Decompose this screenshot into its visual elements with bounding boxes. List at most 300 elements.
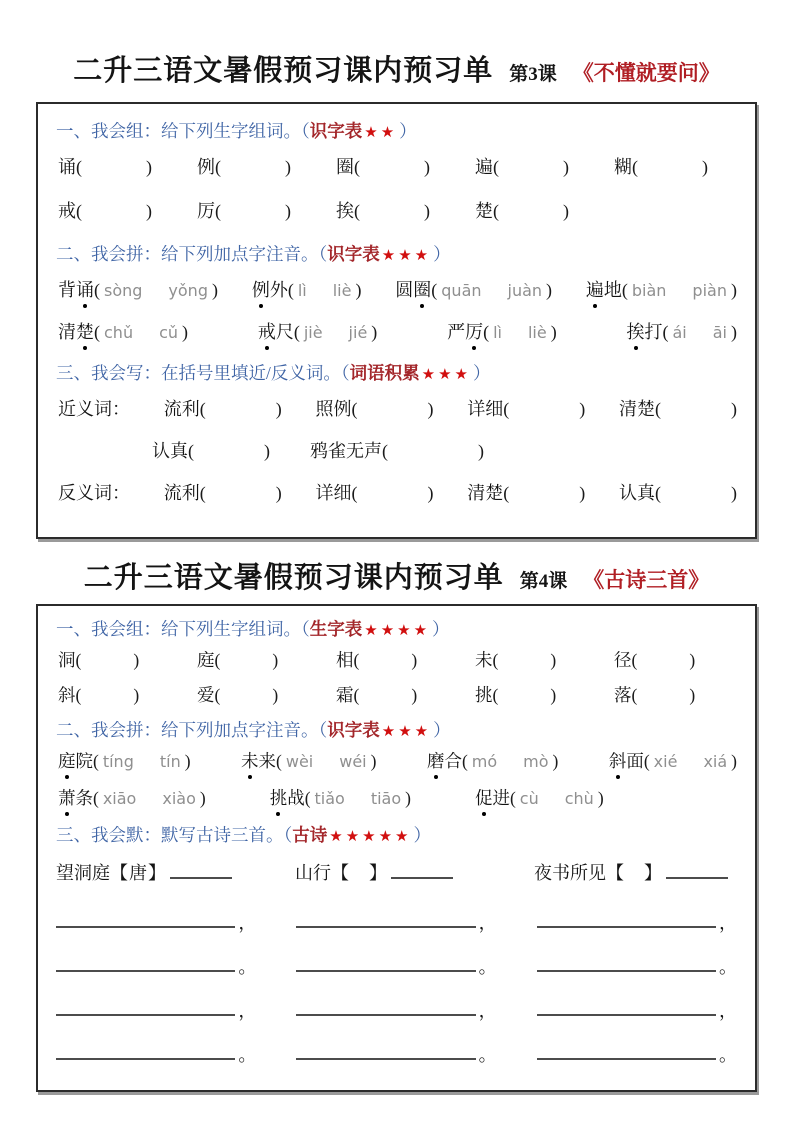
paren-close: ) xyxy=(689,650,696,670)
pinyin-item xyxy=(58,318,188,344)
pinyin-item xyxy=(58,785,206,810)
pinyin-option: yǒng xyxy=(168,281,208,300)
heading-text: 三、我会默：默写古诗三首。 xyxy=(56,825,284,845)
paren-close: ) xyxy=(427,399,434,419)
zuci-item xyxy=(475,647,614,672)
pinyin-option: mò xyxy=(523,752,549,771)
paren-close: ) xyxy=(731,322,737,342)
word-item xyxy=(619,479,737,505)
paren-close: ) xyxy=(730,280,737,300)
hanzi: 斜 xyxy=(58,685,76,705)
difficulty-stars: ★★★ xyxy=(421,367,471,383)
heading-text: 一、我会组：给下列生字组词。 xyxy=(56,121,301,141)
hanzi-dotted: 例 xyxy=(252,276,270,302)
pinyin-item xyxy=(241,748,376,773)
hanzi: 清 xyxy=(58,322,76,342)
paren-close: ) xyxy=(550,685,557,705)
paren-close: ) xyxy=(702,157,708,177)
word: 详细 xyxy=(467,399,504,419)
paren-close: ) xyxy=(731,399,737,419)
sheet-title: 二升三语文暑假预习课内预习单 xyxy=(83,562,504,594)
author-blank xyxy=(666,864,728,879)
pinyin-item xyxy=(475,785,604,810)
hanzi: 爱 xyxy=(197,685,215,705)
zuci-item xyxy=(197,682,336,707)
word: 鸦雀无声 xyxy=(310,441,382,461)
hanzi: 楚 xyxy=(475,201,493,221)
pinyin-item xyxy=(58,748,191,773)
paren-open: ( xyxy=(461,751,468,771)
zuci-item xyxy=(336,647,475,672)
poem-blank-line xyxy=(296,909,497,933)
pinyin-option: liè xyxy=(332,281,352,300)
line-punctuation: ， xyxy=(478,1001,497,1021)
heading-text: 二、我会拼：给下列加点字注音。 xyxy=(56,720,319,740)
paren-close: ) xyxy=(411,650,418,670)
zuci-item xyxy=(336,682,475,707)
pinyin-option: quān xyxy=(441,281,482,300)
hanzi: 严 xyxy=(447,322,466,342)
section-tag: 生字表 xyxy=(309,619,363,639)
poem-blank-line xyxy=(56,953,257,977)
hanzi-dotted: 未 xyxy=(241,748,259,773)
zuci-item xyxy=(475,682,614,707)
paren-close: ) xyxy=(563,157,569,177)
lesson-number: 第4课 xyxy=(519,571,568,592)
answer-line xyxy=(537,957,716,972)
pinyin-item xyxy=(586,276,737,302)
paren-open: ( xyxy=(304,788,311,808)
pinyin-option: cǔ xyxy=(159,323,179,342)
paren-close: ) xyxy=(146,157,152,177)
pinyin-option: jié xyxy=(348,323,368,342)
paren-close: ) xyxy=(272,685,279,705)
paren-close: ） xyxy=(399,121,417,141)
zuci-item xyxy=(197,153,336,179)
paren-open: ( xyxy=(655,483,661,503)
poem-header xyxy=(295,859,498,885)
paren-close: ) xyxy=(411,685,418,705)
paren-close: ) xyxy=(199,788,206,808)
hanzi: 庭 xyxy=(197,650,215,670)
pinyin-option: lì xyxy=(493,323,502,342)
paren-open: （ xyxy=(301,619,310,639)
zuci-item xyxy=(197,647,336,672)
zuci-item xyxy=(197,197,336,223)
paren-close: ) xyxy=(427,483,434,503)
pinyin-option: ái xyxy=(672,323,687,342)
hanzi: 背 xyxy=(58,280,76,300)
paren-close: ) xyxy=(146,201,152,221)
zuci-item xyxy=(614,153,708,179)
section-tag: 词语积累 xyxy=(349,363,420,383)
paren-open: ( xyxy=(493,201,499,221)
paren-open: （ xyxy=(301,121,310,141)
author-blank xyxy=(391,864,453,879)
hanzi: 诵 xyxy=(58,157,76,177)
hanzi: 霜 xyxy=(336,685,354,705)
paren-open: ( xyxy=(351,399,358,419)
paren-open: ( xyxy=(503,483,510,503)
line-punctuation: ， xyxy=(238,1001,257,1021)
pinyin-option: jiè xyxy=(303,323,323,342)
zuci-row xyxy=(58,153,737,179)
zuci-item xyxy=(336,153,475,179)
zuci-item xyxy=(58,153,197,179)
line-punctuation: 。 xyxy=(478,957,497,977)
poem-blank-line xyxy=(296,953,497,977)
pinyin-item xyxy=(258,318,377,344)
author-blank xyxy=(170,864,232,879)
pinyin-option: chǔ xyxy=(104,323,134,342)
paren-open: ( xyxy=(509,788,516,808)
paren-close: ） xyxy=(413,825,431,845)
hanzi-dotted: 庭 xyxy=(58,748,76,773)
poem-blank-line xyxy=(56,1041,257,1065)
hanzi: 地 xyxy=(603,280,622,300)
pinyin-row xyxy=(58,276,737,302)
pinyin-option: sòng xyxy=(104,281,143,300)
paren-close: ) xyxy=(275,483,282,503)
paren-open: ( xyxy=(354,201,360,221)
paren-close: ) xyxy=(546,280,553,300)
hanzi: 尺 xyxy=(275,322,294,342)
paren-close: ） xyxy=(433,244,451,264)
answer-line xyxy=(296,1001,475,1016)
hanzi: 戒 xyxy=(58,201,76,221)
pinyin-option: mó xyxy=(471,752,498,771)
poem-blank-line xyxy=(296,997,497,1021)
pinyin-option: juàn xyxy=(507,281,543,300)
pinyin-option: tiǎo xyxy=(314,789,345,808)
paren-open: （ xyxy=(318,244,328,264)
paren-close: ) xyxy=(133,650,140,670)
paren-open: （ xyxy=(318,720,328,740)
hanzi-dotted: 诵 xyxy=(76,276,94,302)
paren-open: ( xyxy=(503,399,510,419)
paren-open: ( xyxy=(93,751,99,771)
word: 照例 xyxy=(315,399,352,419)
poem-blank-line xyxy=(537,953,737,977)
hanzi-dotted: 圈 xyxy=(413,276,431,302)
pinyin-item xyxy=(270,785,411,810)
hanzi-dotted: 戒 xyxy=(258,318,276,344)
section-tag: 古诗 xyxy=(292,825,328,845)
answer-line xyxy=(537,1045,716,1060)
answer-line xyxy=(537,913,716,928)
lesson-number: 第3课 xyxy=(509,64,557,85)
line-punctuation: ， xyxy=(718,1001,737,1021)
poem-blank-line xyxy=(56,997,257,1021)
paren-close: ) xyxy=(285,157,291,177)
line-punctuation: 。 xyxy=(718,957,737,977)
poem-header xyxy=(56,859,259,885)
paren-close: ) xyxy=(552,751,559,771)
answer-line xyxy=(296,1045,475,1060)
paren-close: ) xyxy=(264,441,270,461)
line-punctuation: ， xyxy=(478,913,497,933)
pinyin-item xyxy=(58,276,218,302)
section-heading xyxy=(56,616,737,641)
poem-blank-line xyxy=(537,1041,737,1065)
difficulty-stars: ★★★ xyxy=(381,724,432,740)
paren-open: ( xyxy=(382,441,388,461)
hanzi-dotted: 萧 xyxy=(58,785,76,810)
difficulty-stars: ★★ xyxy=(364,125,398,141)
answer-line xyxy=(56,1045,235,1060)
synonym-label: 近义词： xyxy=(58,399,130,419)
hanzi: 落 xyxy=(614,685,632,705)
zuci-item xyxy=(614,647,695,672)
hanzi: 打 xyxy=(644,322,663,342)
pinyin-row xyxy=(58,748,737,773)
line-punctuation: 。 xyxy=(238,957,257,977)
difficulty-stars: ★★★★ xyxy=(364,623,431,639)
paren-open: ( xyxy=(631,650,638,670)
paren-open: ( xyxy=(214,650,221,670)
pinyin-option: wéi xyxy=(339,752,367,771)
hanzi: 径 xyxy=(614,650,632,670)
zuci-item xyxy=(336,197,475,223)
paren-open: ( xyxy=(293,322,300,342)
paren-close: ) xyxy=(563,201,569,221)
word-item xyxy=(152,437,270,463)
heading-text: 三、我会写：在括号里填近/反义词。 xyxy=(56,363,341,383)
hanzi: 战 xyxy=(287,788,305,808)
hanzi-dotted: 挨 xyxy=(627,318,645,344)
paren-close: ) xyxy=(550,650,557,670)
paren-open: ( xyxy=(199,483,206,503)
paren-close: ) xyxy=(731,751,737,771)
bracket-open: 【 xyxy=(606,863,624,883)
paren-open: ( xyxy=(76,157,82,177)
paren-close: ) xyxy=(579,399,586,419)
hanzi: 条 xyxy=(75,788,93,808)
answer-line xyxy=(537,1001,716,1016)
zuci-row xyxy=(58,647,737,672)
pinyin-item xyxy=(252,276,362,302)
section-tag: 识字表 xyxy=(327,244,380,264)
paren-open: ( xyxy=(215,201,221,221)
paren-close: ) xyxy=(285,201,291,221)
hanzi: 院 xyxy=(75,751,93,771)
pinyin-option: xiāo xyxy=(102,789,137,808)
sheet2-title-row xyxy=(36,555,757,596)
answer-line xyxy=(56,913,235,928)
paren-close: ) xyxy=(550,322,557,342)
paren-open: ( xyxy=(93,788,99,808)
paren-open: ( xyxy=(492,685,499,705)
poem-header-row xyxy=(56,859,737,885)
zuci-item xyxy=(475,197,569,223)
sheet1-title-row xyxy=(36,48,757,89)
paren-close: ) xyxy=(355,280,362,300)
hanzi-dotted: 磨 xyxy=(427,748,445,773)
pinyin-item xyxy=(627,318,738,344)
word: 流利 xyxy=(163,399,200,419)
hanzi: 外 xyxy=(269,280,288,300)
word-item xyxy=(316,395,434,421)
bracket-close: 】 xyxy=(148,863,166,883)
paren-open: ( xyxy=(632,157,638,177)
paren-close: ) xyxy=(405,788,411,808)
answer-line xyxy=(56,1001,235,1016)
paren-close: ) xyxy=(371,322,378,342)
paren-open: ( xyxy=(483,322,490,342)
difficulty-stars: ★★★★★ xyxy=(329,829,412,845)
hanzi: 面 xyxy=(626,751,644,771)
poem-title: 夜书所见 xyxy=(534,863,606,883)
pinyin-option: xiá xyxy=(703,752,728,771)
hanzi-dotted: 遍 xyxy=(586,276,604,302)
answer-line xyxy=(56,957,235,972)
pinyin-option: xiào xyxy=(162,789,196,808)
zuci-item xyxy=(614,682,695,707)
paren-open: ( xyxy=(75,650,82,670)
paren-open: （ xyxy=(283,825,293,845)
hanzi-dotted: 厉 xyxy=(465,318,483,344)
word: 清楚 xyxy=(619,399,655,419)
paren-open: ( xyxy=(287,280,294,300)
word: 认真 xyxy=(152,441,188,461)
pinyin-item xyxy=(427,748,558,773)
lesson-name: 《古诗三首》 xyxy=(583,568,710,592)
paren-close: ) xyxy=(597,788,604,808)
paren-open: ( xyxy=(662,322,669,342)
hanzi: 洞 xyxy=(58,650,76,670)
pinyin-item xyxy=(609,748,737,773)
section-heading xyxy=(56,118,737,143)
paren-open: ( xyxy=(431,280,438,300)
hanzi: 合 xyxy=(444,751,462,771)
paren-open: （ xyxy=(340,363,350,383)
word-item xyxy=(467,479,585,505)
paren-open: ( xyxy=(75,685,82,705)
word-item xyxy=(316,479,434,505)
paren-close: ） xyxy=(433,720,451,740)
hanzi: 来 xyxy=(258,751,277,771)
word-item xyxy=(467,395,585,421)
answer-line xyxy=(296,957,475,972)
zuci-item xyxy=(475,153,614,179)
pinyin-option: xié xyxy=(653,752,678,771)
line-punctuation: 。 xyxy=(478,1045,497,1065)
difficulty-stars: ★★★ xyxy=(381,248,432,264)
sheet-title: 二升三语文暑假预习课内预习单 xyxy=(73,55,494,87)
paren-open: ( xyxy=(493,157,499,177)
zuci-row xyxy=(58,197,737,223)
zuci-item xyxy=(58,647,197,672)
section-tag: 识字表 xyxy=(327,720,380,740)
section-tag: 识字表 xyxy=(309,121,363,141)
bracket-open: 【 xyxy=(331,863,349,883)
paren-open: ( xyxy=(353,650,360,670)
word: 流利 xyxy=(163,483,200,503)
word: 认真 xyxy=(619,483,655,503)
paren-open: ( xyxy=(354,157,360,177)
word-item xyxy=(310,437,484,463)
pinyin-item xyxy=(447,318,557,344)
hanzi-dotted: 斜 xyxy=(609,748,627,773)
pinyin-option: liè xyxy=(527,323,547,342)
poem-header xyxy=(534,859,737,885)
pinyin-row xyxy=(58,318,737,344)
hanzi-dotted: 挑 xyxy=(270,785,288,810)
paren-close: ) xyxy=(182,322,189,342)
paren-close: ) xyxy=(689,685,696,705)
pinyin-option: biàn xyxy=(631,281,667,300)
paren-open: ( xyxy=(215,157,221,177)
poem-author: 唐 xyxy=(129,863,147,883)
paren-open: ( xyxy=(621,280,628,300)
answer-line xyxy=(296,913,475,928)
paren-close: ) xyxy=(184,751,191,771)
paren-open: ( xyxy=(214,685,221,705)
hanzi: 挨 xyxy=(336,201,354,221)
paren-open: ( xyxy=(188,441,194,461)
paren-open: ( xyxy=(276,751,282,771)
hanzi: 挑 xyxy=(475,685,493,705)
poem-blank-line xyxy=(296,1041,497,1065)
word-item xyxy=(164,395,282,421)
pinyin-option: lì xyxy=(297,281,307,300)
zuci-item xyxy=(58,197,197,223)
pinyin-option: tíng xyxy=(102,752,134,771)
paren-open: ( xyxy=(643,751,650,771)
paren-open: ( xyxy=(353,685,360,705)
paren-open: ( xyxy=(94,322,100,342)
paren-open: ( xyxy=(492,650,499,670)
pinyin-option: piàn xyxy=(692,281,727,300)
line-punctuation: 。 xyxy=(718,1045,737,1065)
poem-blank-line xyxy=(537,909,737,933)
paren-close: ) xyxy=(211,280,218,300)
paren-close: ） xyxy=(432,619,450,639)
paren-close: ） xyxy=(472,363,491,383)
heading-text: 一、我会组：给下列生字组词。 xyxy=(56,619,301,639)
section-heading xyxy=(56,717,737,742)
poem-blank-line xyxy=(537,997,737,1021)
antonym-row xyxy=(58,479,737,505)
pinyin-option: āi xyxy=(712,323,727,342)
sheet1-box xyxy=(36,102,757,539)
sheet2-box xyxy=(36,604,757,1092)
paren-open: ( xyxy=(76,201,82,221)
pinyin-option: tiāo xyxy=(370,789,402,808)
hanzi: 进 xyxy=(492,788,510,808)
zuci-item xyxy=(58,682,197,707)
paren-close: ) xyxy=(579,483,586,503)
paren-close: ) xyxy=(478,441,484,461)
word: 详细 xyxy=(315,483,352,503)
line-punctuation: 。 xyxy=(238,1045,257,1065)
poem-blank-line xyxy=(56,909,257,933)
antonym-label: 反义词： xyxy=(58,483,130,503)
paren-close: ) xyxy=(731,483,737,503)
hanzi: 圈 xyxy=(336,157,354,177)
bracket-close: 】 xyxy=(644,863,662,883)
paren-close: ) xyxy=(424,201,430,221)
pinyin-item xyxy=(395,276,552,302)
hanzi: 厉 xyxy=(197,201,215,221)
paren-close: ) xyxy=(272,650,279,670)
paren-open: ( xyxy=(199,399,206,419)
paren-open: ( xyxy=(351,483,358,503)
section-heading xyxy=(56,822,737,847)
hanzi-dotted: 楚 xyxy=(76,318,94,344)
paren-open: ( xyxy=(94,280,100,300)
paren-close: ) xyxy=(275,399,282,419)
